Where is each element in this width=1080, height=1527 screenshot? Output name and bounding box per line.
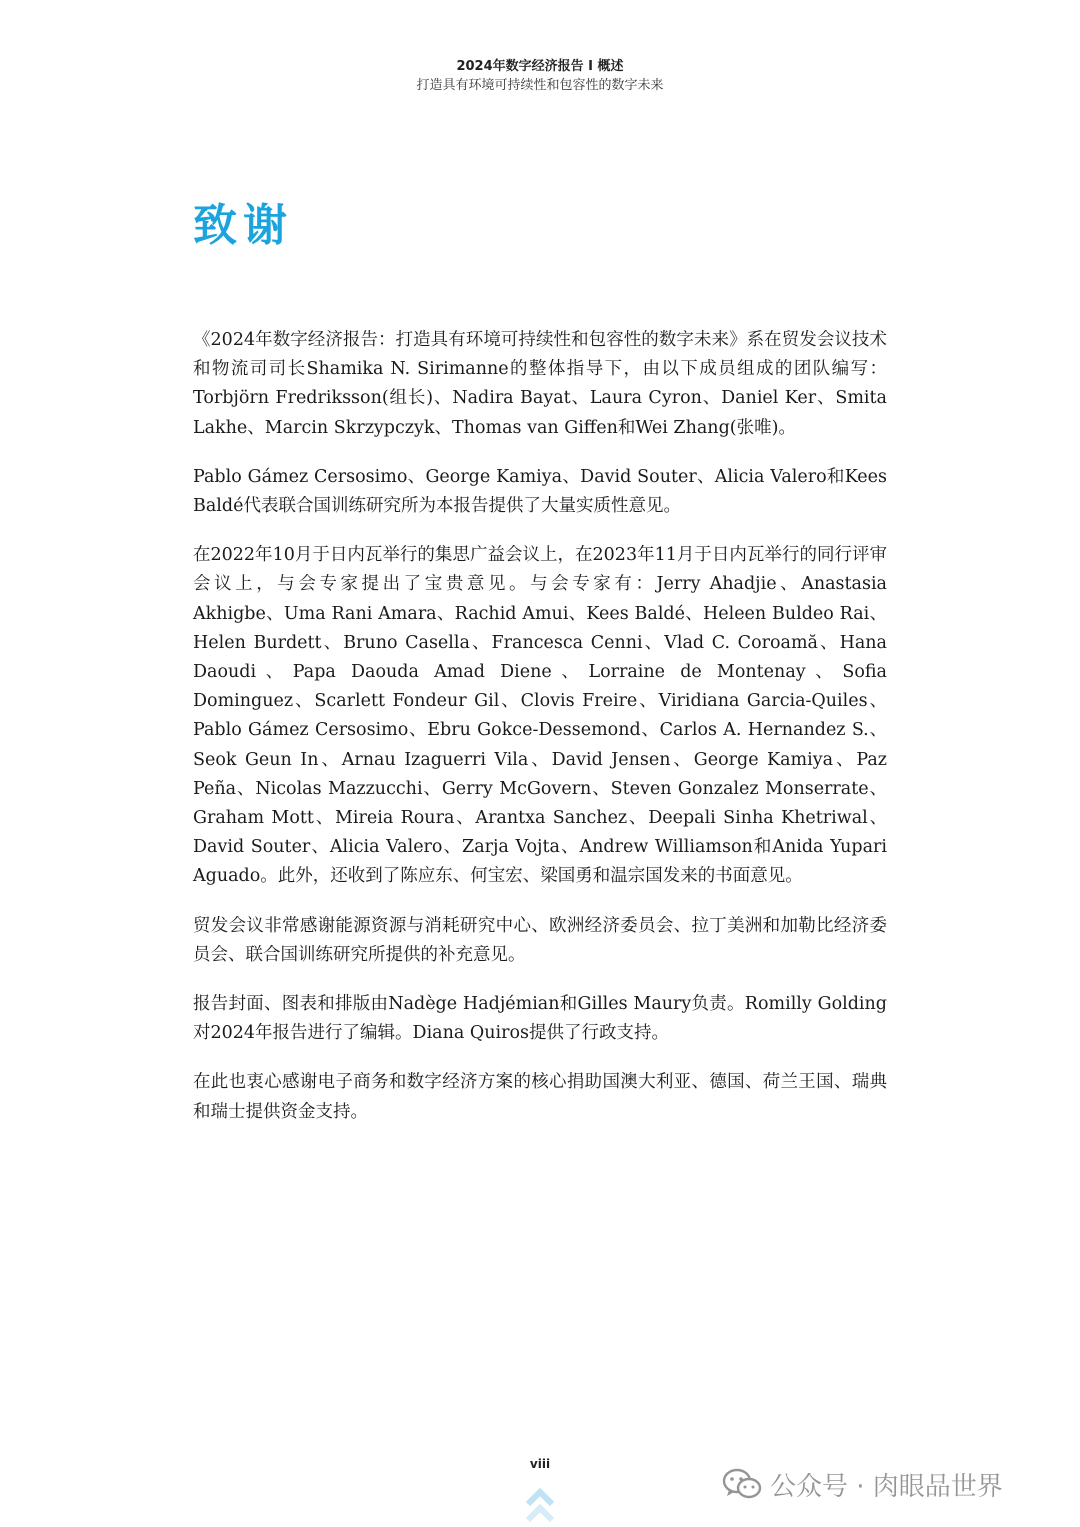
- scroll-up-arrows-icon: [524, 1484, 556, 1527]
- watermark: [722, 1462, 1003, 1506]
- paragraph-design: 报告封面、图表和排版由Nadège Hadjémian和Gilles Maury负责。Romilly Golding对2024年报告进行了编辑。Diana Quiros提供了行政支持。: [193, 994, 887, 1044]
- page-number: viii: [529, 1457, 551, 1471]
- wechat-icon: [722, 1467, 762, 1501]
- acknowledgements-body: [193, 326, 887, 1147]
- paragraph-team: 《2024年数字经济报告：打造具有环境可持续性和包容性的数字未来》系在贸发会议技术和物流司司长Shamika N. Sirimanne的整体指导下，由以下成员组成的团队编写：Torbjörn Fredriksson(组长)、Nadira Bayat、Laura Cyron、Daniel Ker、Smita Lakhe、Marcin Skrzypczyk、Thomas van Giffen和Wei Zhang(张唯)。: [193, 330, 887, 438]
- running-header: [0, 58, 1080, 96]
- watermark-text: 公众号 · 肉眼品世界: [770, 1471, 1003, 1502]
- header-subtitle: 打造具有环境可持续性和包容性的数字未来: [416, 78, 664, 93]
- paragraph-unitar: Pablo Gámez Cersosimo、George Kamiya、David Souter、Alicia Valero和Kees Baldé代表联合国训练研究所为本报告提供了大量实质性意见。: [193, 466, 887, 517]
- paragraph-experts: 在2022年10月于日内瓦举行的集思广益会议上，在2023年11月于日内瓦举行的同行评审会议上，与会专家提出了宝贵意见。与会专家有：Jerry Ahadjie、Anastasia Akhigbe、Uma Rani Amara、Rachid Amui、Kees Baldé、Heleen Buldeo Rai、Helen Burdett、Bruno Casella、Francesca Cenni、Vlad C. Coroamă、Hana Daoudi、Papa Daouda Amad Diene、Lorraine de Montenay、Sofia Dominguez、Scarlett Fondeur Gil、Clovis Freire、Viridiana Garcia-Quiles、Pablo Gámez Cersosimo、Ebru Gokce-Dessemond、Carlos A. Hernandez S.、Seok Geun In、Arnau Izaguerri Vila、David Jensen、George Kamiya、Paz Peña、Nicolas Mazzucchi、Gerry McGovern、Steven Gonzalez Monserrate、Graham Mott、Mireia Roura、Arantxa Sanchez、Deepali Sinha Khetriwal、David Souter、Alicia Valero、Zarja Vojta、Andrew Williamson和Anida Yupari Aguado。此外，还收到了陈应东、何宝宏、梁国勇和温宗国发来的书面意见。: [193, 545, 887, 887]
- paragraph-commissions: 贸发会议非常感谢能源资源与消耗研究中心、欧洲经济委员会、拉丁美洲和加勒比经济委员会、联合国训练研究所提供的补充意见。: [193, 915, 887, 965]
- page-title: 致谢: [193, 200, 293, 251]
- header-title: 2024年数字经济报告 I 概述: [456, 59, 624, 74]
- paragraph-donors: 在此也衷心感谢电子商务和数字经济方案的核心捐助国澳大利亚、德国、荷兰王国、瑞典和瑞士提供资金支持。: [193, 1072, 887, 1122]
